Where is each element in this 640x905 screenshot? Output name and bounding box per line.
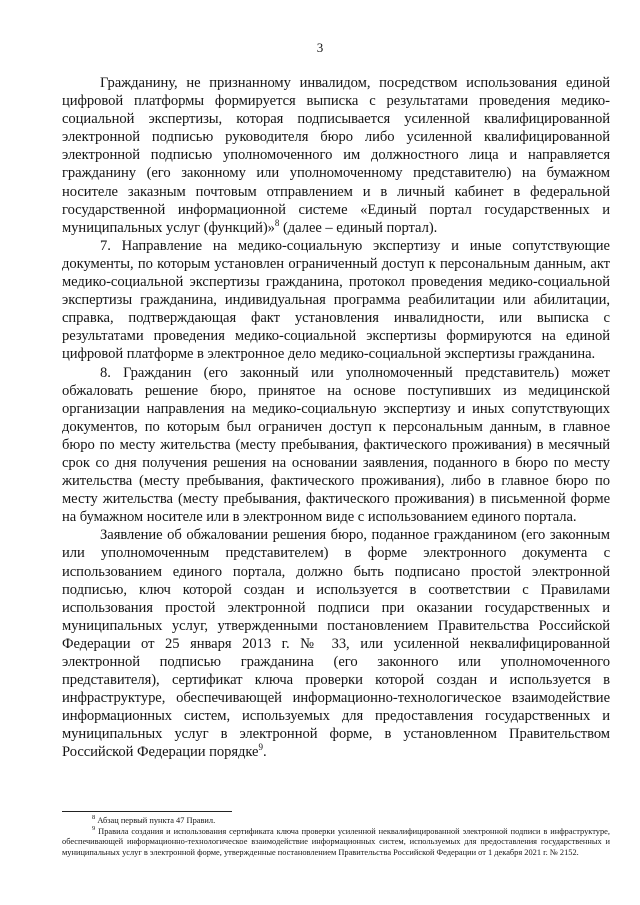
paragraph-item-7 xyxy=(62,237,610,364)
footnote-mark: 8 xyxy=(92,814,96,822)
paragraph-text-tail: (далее – единый портал). xyxy=(279,219,438,236)
paragraph-item-8 xyxy=(62,364,610,527)
document-body xyxy=(62,74,610,762)
paragraph-citizen-not-disabled xyxy=(62,74,610,237)
paragraph-text: Гражданину, не признанному инвалидом, посредством использования единой цифровой платформы формируется выписка с результатами проведения медико-социальной экспертизы, которая подписывается усиленной квалифицированной электронной подписью руководителя бюро либо усиленной квалифицированной электронной подписью уполномоченного им должностного лица и направляется гражданину (его законному или уполномоченному представителю) на бумажном носителе заказным почтовым отправлением и в личный кабинет в федеральной государственной информационной системе «Единый портал государственных и муниципальных услуг (функций)» xyxy=(62,75,610,236)
paragraph-text: 7. Направление на медико-социальную экспертизу и иные сопутствующие документы, по которым установлен ограниченный доступ к персональным данным, акт медико-социальной экспертизы гражданина, протокол проведения медико-социальной экспертизы гражданина, индивидуальная программа реабилитации или абилитации, справка, подтверждающая факт установления инвалидности, или выписка с результатами проведения медико-социальной экспертизы формируются на единой цифровой платформе в электронное дело медико-социальной экспертизы гражданина. xyxy=(62,237,610,363)
paragraph-text: 8. Гражданин (его законный или уполномоченный представитель) может обжаловать решение бюро, принятое на основе поступивших из медицинской организации направления на медико-социальную экспертизу и иных сопутствующих документов, по которым был ограничен доступ к персональным данным, в главное бюро по месту жительства (месту пребывания, фактического проживания) в месячный срок со дня получения решения на основании заявления, поданного в бюро по месту жительства (месту пребывания, фактического проживания), либо в главное бюро по месту жительства (месту пребывания, фактического проживания) в письменной форме на бумажном носителе или в электронном виде с использованием единого портала. xyxy=(62,364,610,526)
page-number: 3 xyxy=(316,40,324,55)
footnote-9 xyxy=(62,824,610,859)
footnote-mark: 9 xyxy=(92,824,96,832)
paragraph-appeal-application xyxy=(62,526,610,761)
footnote-8 xyxy=(62,816,610,827)
paragraph-text: Заявление об обжаловании решения бюро, поданное гражданином (его законным или уполномоченным представителем) в форме электронного документа с использованием единого портала, должно быть подписано простой электронной подписью, ключ которой создан и используется в соответствии с Правилами использования простой электронной подписи при оказании государственных и муниципальных услуг, утвержденными постановлением Правительства Российской Федерации от 25 января 2013 г. № 33, или усиленной неквалифицированной электронной подписью гражданина (его законного или уполномоченного представителя), сертификат ключа проверки которой создан и используется в инфраструктуре, обеспечивающей информационно-технологическое взаимодействие информационных систем, используемых для предоставления государственных и муниципальных услуг в электронной форме, в установленном Правительством Российской Федерации порядке xyxy=(62,527,610,761)
footnote-ref-9: 9 xyxy=(258,742,263,753)
footnote-ref-8: 8 xyxy=(274,217,280,228)
paragraph-text-tail: . xyxy=(262,744,267,761)
footnote-separator xyxy=(62,811,232,812)
footnote-text: Правила создания и использования сертификата ключа проверки усиленной неквалифицированной электронной подписи в инфраструктуре, обеспечивающей информационно-технологическое взаимодействие информационных систем, используемых для предоставления государственных и муниципальных услуг в электронной форме, утвержденные постановлением Правительства Российской Федерации от 1 декабря 2021 г. № 2152. xyxy=(62,826,610,857)
footnote-text: Абзац первый пункта 47 Правил. xyxy=(95,816,216,825)
footnotes xyxy=(62,816,610,858)
